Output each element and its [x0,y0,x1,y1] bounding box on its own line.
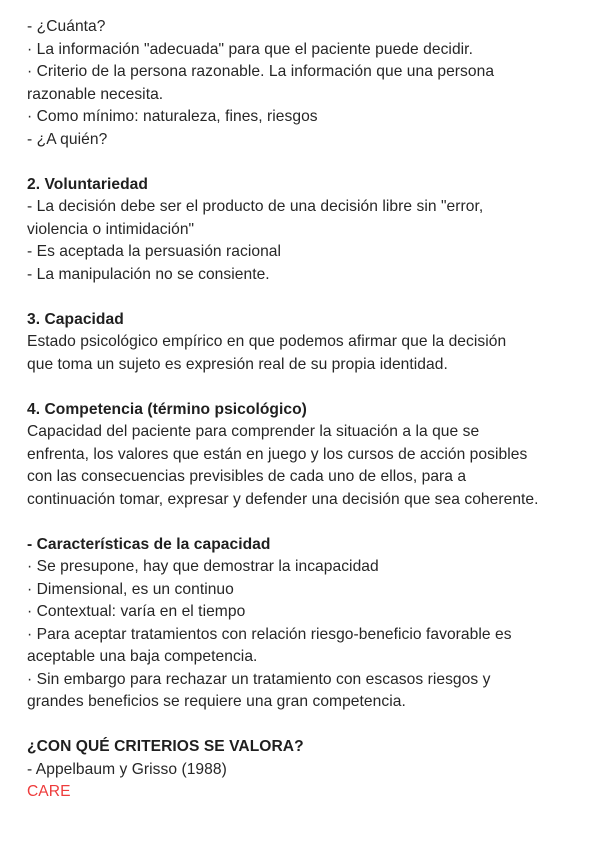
info-line-4: razonable necesita. [27,85,164,103]
competencia-line-3: con las consecuencias previsibles de cada uno de ellos, para a [27,468,467,485]
caracteristicas-heading: - Características de la capacidad [27,535,271,553]
info-line-6: - ¿A quién? [27,130,108,148]
spacer [27,376,587,399]
capacidad-heading: 3. Capacidad [27,310,124,328]
voluntariedad-line-4: - La manipulación no se consiente. [27,265,270,283]
caracteristicas-line-3: · Contextual: varía en el tiempo [27,603,246,620]
criterios-line-1: - Appelbaum y Grisso (1988) [27,760,227,778]
spacer [27,714,587,737]
caracteristicas-line-2: · Dimensional, es un continuo [27,580,234,598]
section-competencia [27,399,587,512]
voluntariedad-line-1: - La decisión debe ser el producto de una decisión libre sin "error, [27,198,484,215]
caracteristicas-line-4: · Para aceptar tratamientos con relación riesgo-beneficio favorable es [27,625,512,643]
info-line-5: · Como mínimo: naturaleza, fines, riesgos [27,108,318,125]
competencia-line-1: Capacidad del paciente para comprender la situación a la que se [27,423,480,440]
section-voluntariedad [27,174,587,287]
spacer [27,286,587,309]
section-informacion [27,16,587,151]
document-body [27,16,587,804]
caracteristicas-line-1: · Se presupone, hay que demostrar la incapacidad [27,558,379,575]
info-line-1: - ¿Cuánta? [27,18,106,35]
capacidad-line-2: que toma un sujeto es expresión real de su propia identidad. [27,355,448,373]
caracteristicas-line-5: aceptable una baja competencia. [27,648,258,665]
competencia-line-4: continuación tomar, expresar y defender una decisión que sea coherente. [27,490,539,508]
capacidad-line-1: Estado psicológico empírico en que podemos afirmar que la decisión [27,333,507,350]
section-caracteristicas [27,534,587,714]
criterios-heading: ¿CON QUÉ CRITERIOS SE VALORA? [27,738,304,755]
spacer [27,151,587,174]
spacer [27,511,587,534]
caracteristicas-line-7: grandes beneficios se requiere una gran competencia. [27,693,406,710]
voluntariedad-line-2: violencia o intimidación" [27,220,195,238]
caracteristicas-line-6: · Sin embargo para rechazar un tratamiento con escasos riesgos y [27,670,491,688]
competencia-heading: 4. Competencia (término psicológico) [27,400,307,418]
section-criterios [27,736,587,804]
care-highlight: CARE [27,783,71,800]
info-line-2: · La información "adecuada" para que el paciente puede decidir. [27,40,473,58]
section-capacidad [27,309,587,377]
competencia-line-2: enfrenta, los valores que están en juego y los cursos de acción posibles [27,445,528,463]
voluntariedad-line-3: - Es aceptada la persuasión racional [27,243,282,260]
voluntariedad-heading: 2. Voluntariedad [27,175,148,193]
info-line-3: · Criterio de la persona razonable. La información que una persona [27,63,495,80]
